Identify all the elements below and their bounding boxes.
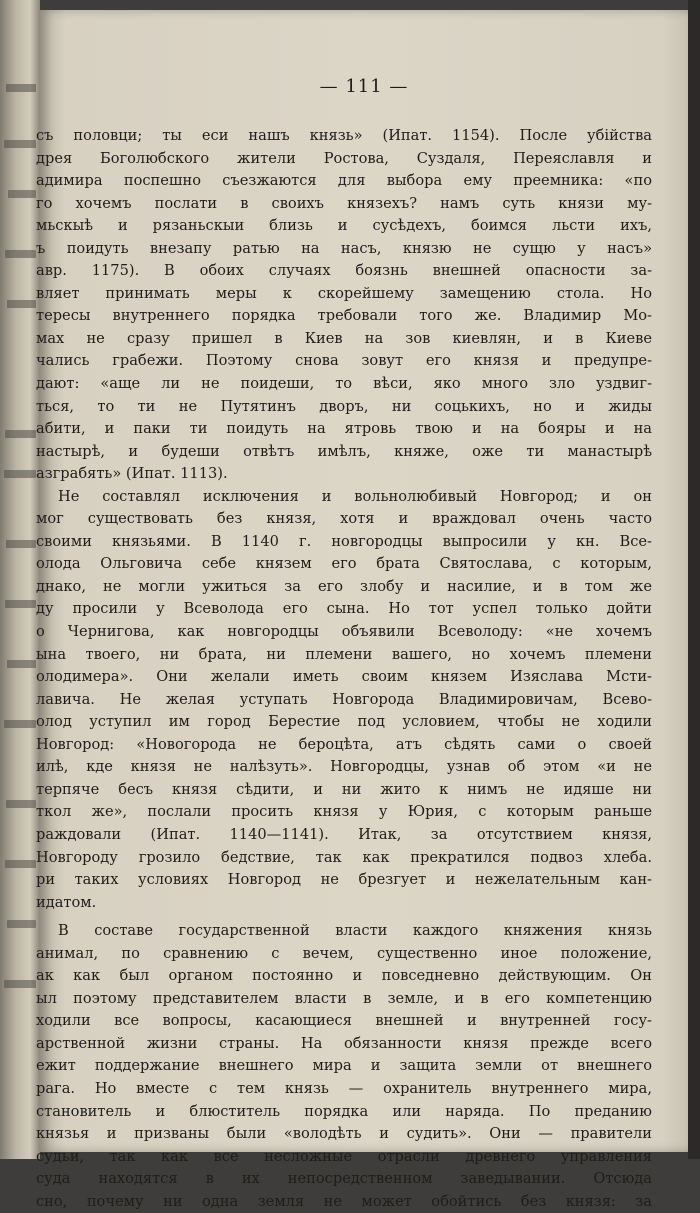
text-line: сно, почему ни одна земля не может обойтись без князя: за	[36, 1192, 652, 1210]
text-line: идатом.	[36, 893, 97, 911]
text-line: ак как был органом постоянно и повседневно действующим. Он	[36, 967, 652, 985]
text-line: ына твоего, ни брата, ни племени вашего, но хочемъ племени	[36, 645, 652, 663]
text-line: адимира поспешно съезжаются для выбора ему преемника: «по	[36, 172, 652, 190]
text-line: о Чернигова, как новгородцы объявили Всеволоду: «не хочемъ	[36, 623, 652, 641]
text-line: терпяче бесъ князя сѣдити, и ни жито к нимъ не идяше ни	[36, 780, 652, 798]
text-line: абити, и паки ти поидуть на ятровь твою и на бояры и на	[36, 420, 652, 438]
text-line: ду просили у Всеволода его сына. Но тот успел только дойти	[36, 600, 652, 618]
text-line: ъ поидуть внезапу ратью на насъ, князю не сущю у насъ»	[36, 239, 652, 257]
text-line: князья и призваны были «володѣть и судить». Они — правители	[36, 1125, 652, 1143]
text-line: мах не сразу пришел в Киев на зов киевлян, и в Киеве	[36, 329, 652, 347]
text-line: илѣ, кде князя не налѣзуть». Новгородцы, узнав об этом «и не	[36, 758, 652, 776]
paragraph-3	[36, 920, 652, 1213]
text-line: ходили все вопросы, касающиеся внешней и внутренней госу-	[36, 1012, 652, 1030]
text-line: днако, не могли ужиться за его злобу и насилие, и в том же	[36, 577, 652, 595]
text-line: ткол же», послали просить князя у Юрия, с которым раньше	[36, 803, 652, 821]
text-line: Не составлял исключения и вольнолюбивый Новгород; и он	[58, 487, 652, 505]
text-line: своими князьями. В 1140 г. новгородцы выпросили у кн. Все-	[36, 532, 652, 550]
text-line: ыл поэтому представителем власти в земле, и в его компетенцию	[36, 989, 652, 1007]
text-line: вляет принимать меры к скорейшему замещению стола. Но	[36, 284, 652, 302]
text-line: В составе государственной власти каждого княжения князь	[58, 922, 652, 940]
text-line: ри таких условиях Новгород не брезгует и нежелательным кан-	[36, 871, 652, 889]
text-line: анимал, по сравнению с вечем, существенно иное положение,	[36, 944, 652, 962]
text-line: лавича. Не желая уступать Новгорода Владимировичам, Всево-	[36, 690, 652, 708]
text-line: Новгород: «Новогорода не бероцѣта, атъ сѣдять сами о своей	[36, 735, 652, 753]
text-line: олодимера». Они желали иметь своим князем Изяслава Мсти-	[36, 668, 652, 686]
text-line: дают: «аще ли не поидеши, то вѣси, яко много зло уздвиг-	[36, 375, 652, 393]
text-line: ться, то ти не Путятинъ дворъ, ни соцькихъ, но и жиды	[36, 397, 652, 415]
text-line: мог существовать без князя, хотя и враждовал очень часто	[36, 510, 652, 528]
previous-page-edge	[0, 0, 40, 1159]
page-number: — 111 —	[319, 76, 409, 97]
text-line: судьи, так как все несложные отрасли древнего управления	[36, 1147, 652, 1165]
text-line: авр. 1175). В обоих случаях боязнь внешней опасности за-	[36, 262, 652, 280]
text-line: тересы внутреннего порядка требовали того же. Владимир Мо-	[36, 307, 652, 325]
text-line: настырѣ, и будеши отвѣтъ имѣлъ, княже, оже ти манастырѣ	[36, 442, 652, 460]
text-line: олода Ольговича себе князем его брата Святослава, с которым,	[36, 555, 652, 573]
text-line: олод уступил им город Берестие под условием, чтобы не ходили	[36, 713, 652, 731]
text-line: азграбять» (Ипат. 1113).	[36, 465, 228, 483]
text-line: Новгороду грозило бедствие, так как прекратился подвоз хлеба.	[36, 848, 652, 866]
text-line: суда находятся в их непосредственном заведывании. Отсюда	[36, 1170, 652, 1188]
text-line: становитель и блюститель порядка или наряда. По преданию	[36, 1102, 652, 1120]
book-page	[36, 10, 688, 1210]
text-line: рага. Но вместе с тем князь — охранитель внутреннего мира,	[36, 1079, 652, 1097]
text-line: ежит поддержание внешнего мира и защита земли от внешнего	[36, 1057, 652, 1075]
text-line: арственной жизни страны. На обязанности князя прежде всего	[36, 1034, 652, 1052]
text-line: мьскыѣ и рязаньскыи близь и сусѣдехъ, боимся льсти ихъ,	[36, 217, 652, 235]
paragraph-2	[36, 486, 652, 914]
text-line: го хочемъ послати в своихъ князехъ? намъ суть князи му-	[36, 194, 652, 212]
page-text	[36, 125, 652, 1213]
text-line: съ половци; ты еси нашъ князь» (Ипат. 1154). После убійства	[36, 127, 652, 144]
book-edge	[688, 0, 700, 1159]
paragraph-1	[36, 125, 652, 486]
text-line: дрея Боголюбского жители Ростова, Суздаля, Переяславля и	[36, 149, 652, 167]
text-line: чались грабежи. Поэтому снова зовут его князя и предупре-	[36, 352, 652, 370]
text-line: раждовали (Ипат. 1140—1141). Итак, за отсутствием князя,	[36, 825, 652, 843]
